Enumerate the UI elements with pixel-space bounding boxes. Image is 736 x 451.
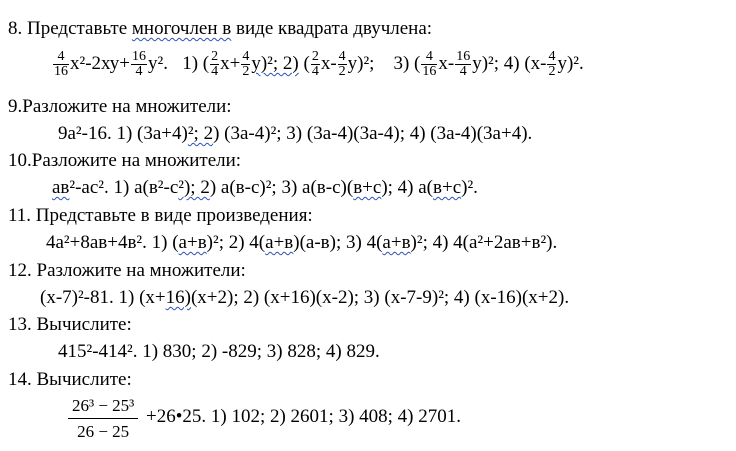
question-14-fraction xyxy=(68,396,138,442)
fraction: $\frac{16}{4}$ xyxy=(456,49,471,80)
fraction: $\frac{4}{2}$ xyxy=(548,49,556,80)
question-11-expression: 4а²+8ав+4в². 1) (а+в)²; 2) 4(а+в)(а-в); 3) 4(а+в)²; 4) 4(а²+2ав+в²). xyxy=(46,232,558,253)
fraction: $\frac{2}{4}$ xyxy=(211,49,219,80)
question-14-title: 14. Вычислите: xyxy=(8,369,132,390)
question-13-expression: 415²-414². 1) 830; 2) -829; 3) 828; 4) 829. xyxy=(58,341,380,362)
q8-title-underlined: многочлен в xyxy=(131,18,232,39)
q8-title-end: виде квадрата двучлена: xyxy=(231,18,433,39)
fraction: $\frac{4}{2}$ xyxy=(242,49,250,80)
fraction-numerator: 26³ − 25³ xyxy=(68,396,138,419)
question-8-title xyxy=(8,18,432,40)
fraction: $\frac{16}{4}$ xyxy=(132,49,147,80)
fraction: $\frac{4}{16}$ xyxy=(422,49,437,80)
question-12-title: 12. Разложите на множители: xyxy=(8,260,246,281)
question-11-title: 11. Представьте в виде произведения: xyxy=(8,205,313,226)
question-9-title: 9.Разложите на множители: xyxy=(8,96,232,117)
question-13-title: 13. Вычислите: xyxy=(8,314,132,335)
fraction: $\frac{4}{16}$ xyxy=(54,49,68,80)
fraction-denominator: 26 − 25 xyxy=(77,422,130,441)
question-9-expression: 9а²-16. 1) (3а+4)²; 2) (3а-4)²; 3) (3а-4)(3а-4); 4) (3а-4)(3а+4). xyxy=(58,123,533,144)
question-10-title: 10.Разложите на множители: xyxy=(8,150,242,171)
question-12-expression: (х-7)²-81. 1) (х+16)(х+2); 2) (х+16)(х-2); 3) (х-7-9)²; 4) (х-16)(х+2). xyxy=(40,287,570,308)
fraction: $\frac{4}{2}$ xyxy=(338,49,346,80)
q8-title-start: 8. Представьте xyxy=(8,18,132,39)
question-8-expression: $\frac{4}{16}$ х²-2ху+ $\frac{16}{4}$ у². 1) ( $\frac{2}{4}$ х+ $\frac{4}{2}$ у)²; 2) ( $\frac{2}{4}$ х- $\frac{4}{2}$ у)²; 3) ( $\frac{4}{16}$ х- $\frac{16}{4}$ у)²; 4) (х- $\frac{4}{2}$ у)². xyxy=(54,49,584,80)
question-10-expression: ав²-ас². 1) а(в²-с²); 2) а(в-с)²; 3) а(в-с)(в+с); 4) а(в+с)². xyxy=(52,177,478,198)
question-14-expression: +26•25. 1) 102; 2) 2601; 3) 408; 4) 2701. xyxy=(146,406,462,427)
fraction: $\frac{2}{4}$ xyxy=(311,49,319,80)
